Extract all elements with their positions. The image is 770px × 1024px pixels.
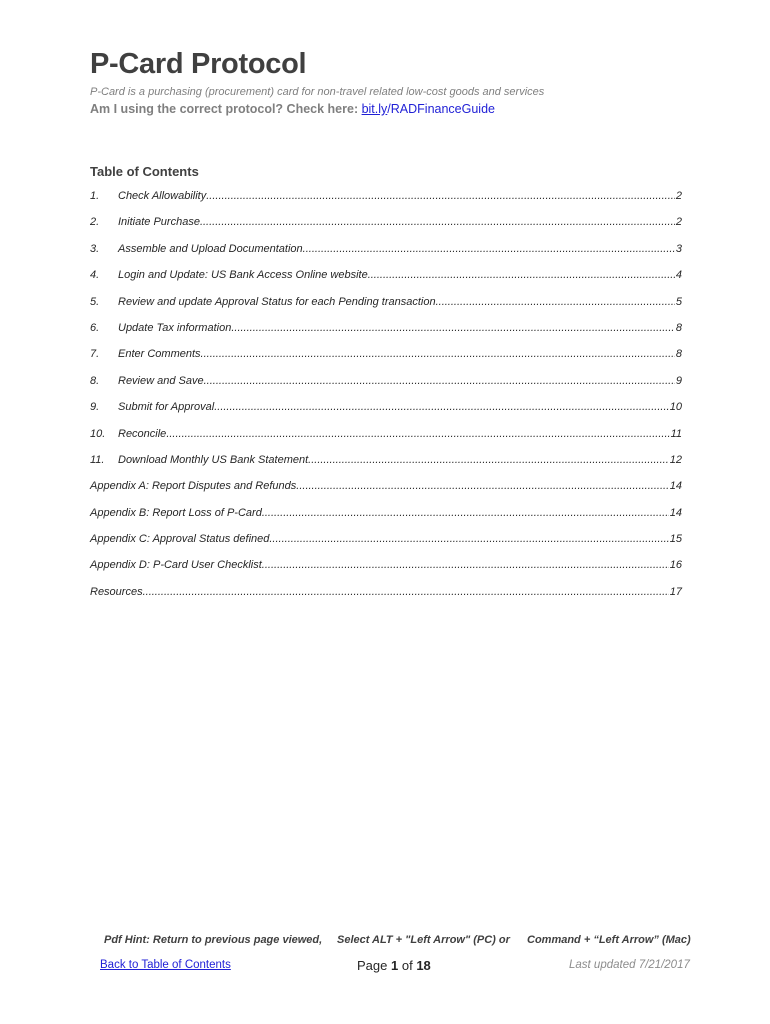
toc-entry[interactable] — [90, 401, 682, 427]
back-to-toc-link[interactable]: Back to Table of Contents — [100, 959, 231, 971]
footer-hint-intro: Pdf Hint: Return to previous page viewed, — [104, 934, 323, 946]
page-word: Page — [357, 958, 388, 973]
toc-dot-leader — [296, 480, 668, 492]
toc-entry-label[interactable]: Reconcile — [118, 427, 167, 440]
toc-dot-leader — [201, 348, 675, 360]
toc-entry-number: 6. — [90, 321, 100, 334]
toc-entry-label[interactable]: Update Tax information — [118, 321, 232, 334]
subtitle: P-Card is a purchasing (procurement) card for non-travel related low-cost goods and services — [90, 86, 545, 98]
toc-entry[interactable] — [90, 269, 682, 295]
toc-entry-page[interactable]: 12 — [669, 453, 682, 466]
toc-entry[interactable] — [90, 322, 682, 348]
protocol-check-line — [90, 102, 495, 116]
toc-entry-label[interactable]: Review and Save — [118, 374, 204, 387]
toc-entry-number: 10. — [90, 427, 106, 440]
toc-heading: Table of Contents — [90, 164, 199, 179]
toc-dot-leader — [368, 269, 675, 281]
toc-entry[interactable] — [90, 348, 682, 374]
toc-entry-page[interactable]: 2 — [675, 216, 682, 229]
toc-entry-label[interactable]: Initiate Purchase — [118, 216, 200, 229]
toc-entry-page[interactable]: 5 — [675, 295, 682, 308]
toc-entry-label[interactable]: Appendix C: Approval Status defined — [90, 533, 270, 546]
toc-entry-label[interactable]: Review and update Approval Status for each Pending transaction — [118, 295, 436, 308]
protocol-link-separator[interactable]: / — [387, 102, 391, 116]
toc-entry-number: 2. — [90, 216, 100, 229]
toc-entry[interactable] — [90, 243, 682, 269]
toc-entry-page[interactable]: 16 — [669, 559, 682, 572]
toc-dot-leader — [303, 243, 675, 255]
toc-entry-appendix[interactable] — [90, 559, 682, 585]
toc-dot-leader — [308, 454, 669, 466]
toc-entry-label[interactable]: Resources — [90, 585, 143, 598]
toc-dot-leader — [206, 190, 675, 202]
toc-dot-leader — [214, 401, 669, 413]
table-of-contents — [90, 190, 682, 612]
toc-entry-number: 5. — [90, 295, 100, 308]
toc-entry[interactable] — [90, 296, 682, 322]
toc-entry-number: 8. — [90, 374, 100, 387]
page-title: P-Card Protocol — [90, 48, 307, 80]
toc-dot-leader — [200, 216, 675, 228]
toc-dot-leader — [204, 375, 675, 387]
toc-entry-number: 7. — [90, 348, 100, 361]
footer-hint-mac: Command + “Left Arrow” (Mac) — [527, 934, 691, 946]
toc-dot-leader — [143, 586, 669, 598]
protocol-link-path[interactable]: RADFinanceGuide — [390, 102, 495, 116]
toc-entry-appendix[interactable] — [90, 480, 682, 506]
toc-dot-leader — [262, 507, 669, 519]
toc-entry-label[interactable]: Enter Comments — [118, 348, 201, 361]
toc-entry-appendix[interactable] — [90, 533, 682, 559]
toc-entry-label[interactable]: Assemble and Upload Documentation — [118, 242, 303, 255]
toc-entry-page[interactable]: 3 — [675, 242, 682, 255]
toc-entry-page[interactable]: 9 — [675, 374, 682, 387]
toc-entry-label[interactable]: Appendix A: Report Disputes and Refunds — [90, 480, 297, 493]
toc-entry[interactable] — [90, 216, 682, 242]
footer-hint-pc: Select ALT + "Left Arrow" (PC) or — [337, 934, 510, 946]
toc-entry-label[interactable]: Check Allowability — [118, 190, 207, 202]
toc-entry-page[interactable]: 4 — [675, 269, 682, 282]
toc-dot-leader — [166, 428, 669, 440]
toc-dot-leader — [269, 533, 668, 545]
toc-entry-number: 3. — [90, 242, 100, 255]
page-current: 1 — [391, 958, 399, 973]
page-number — [357, 958, 431, 973]
toc-entry-number: 9. — [90, 401, 100, 414]
toc-entry-resources[interactable] — [90, 586, 682, 612]
toc-dot-leader — [231, 322, 675, 334]
toc-entry-page[interactable]: 8 — [675, 321, 682, 334]
toc-entry-page[interactable]: 8 — [675, 348, 682, 361]
toc-entry-appendix[interactable] — [90, 507, 682, 533]
toc-entry-page[interactable]: 15 — [669, 533, 682, 546]
toc-entry[interactable] — [90, 428, 682, 454]
toc-entry-page[interactable]: 14 — [669, 480, 682, 493]
toc-entry-number: 11. — [90, 453, 105, 466]
toc-entry-page[interactable]: 2 — [675, 190, 682, 202]
last-updated: Last updated 7/21/2017 — [569, 959, 690, 971]
page-total: 18 — [416, 958, 431, 973]
toc-entry[interactable] — [90, 375, 682, 401]
toc-entry[interactable] — [90, 190, 682, 216]
page-of: of — [401, 958, 413, 973]
toc-entry-number: 1. — [90, 190, 100, 202]
toc-entry-page[interactable]: 14 — [669, 506, 682, 519]
toc-entry-page[interactable]: 17 — [669, 585, 682, 598]
toc-dot-leader — [436, 296, 675, 308]
toc-entry-number: 4. — [90, 269, 100, 282]
toc-entry-label[interactable]: Submit for Approval — [118, 401, 215, 414]
toc-entry-label[interactable]: Appendix D: P-Card User Checklist — [90, 559, 262, 572]
protocol-question: Am I using the correct protocol? Check here: — [90, 102, 362, 116]
toc-dot-leader — [262, 559, 669, 571]
toc-entry-page[interactable]: 10 — [669, 401, 682, 414]
toc-entry-label[interactable]: Download Monthly US Bank Statement — [118, 453, 309, 466]
toc-entry[interactable] — [90, 454, 682, 480]
toc-entry-label[interactable]: Login and Update: US Bank Access Online website — [118, 269, 368, 282]
toc-entry-label[interactable]: Appendix B: Report Loss of P-Card — [90, 506, 262, 519]
toc-entry-page[interactable]: 11 — [670, 427, 682, 440]
protocol-link-domain[interactable]: bit.ly — [361, 102, 388, 116]
